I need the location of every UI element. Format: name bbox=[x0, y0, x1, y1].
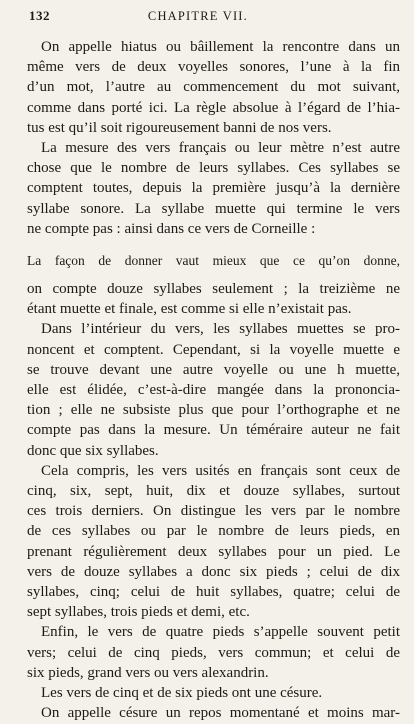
body-text bbox=[27, 37, 400, 724]
text-line: On appelle hiatus ou bâillement la rencontre dans un bbox=[41, 39, 400, 55]
text-line: vers; celui de cinq pieds, vers commun; et celui de bbox=[27, 644, 400, 661]
text-line: vers de douze syllabes a donc six pieds ; celui de dix bbox=[27, 563, 400, 580]
text-line: elle est élidée, c’est-à-dire mangée dans la prononcia- bbox=[27, 382, 400, 399]
text-line: syllabe sonore. La syllabe muette qui termine le vers bbox=[27, 200, 400, 217]
text-line: donc que six syllabes. bbox=[27, 442, 159, 459]
text-line: six pieds, grand vers ou vers alexandrin. bbox=[27, 664, 269, 681]
paragraph-cesure bbox=[27, 683, 400, 703]
paragraph-cesure-def bbox=[27, 703, 400, 723]
paragraph-vers-usites bbox=[27, 461, 400, 623]
text-line: Enfin, le vers de quatre pieds s’appelle souvent petit bbox=[41, 624, 400, 641]
text-line: La mesure des vers français ou leur mètre n’est autre bbox=[41, 140, 400, 157]
text-line: sept syllabes, trois pieds et demi, etc. bbox=[27, 604, 250, 621]
text-line: On appelle césure un repos momentané et moins mar- bbox=[41, 705, 400, 722]
text-line: ces trois derniers. On distingue les vers par le nombre bbox=[27, 503, 400, 520]
text-line: ne compte pas : ainsi dans ce vers de Corneille : bbox=[27, 220, 316, 237]
text-line: compte pas dans la mesure. Un téméraire auteur ne fait bbox=[27, 422, 400, 439]
paragraph-hiatus bbox=[27, 37, 400, 138]
paragraph-interieur bbox=[27, 319, 400, 460]
text-line: noncent et comptent. Cependant, si la voyelle muette e bbox=[27, 341, 400, 358]
text-line: syllabes, cinq; celui de huit syllabes, quatre; celui de bbox=[27, 584, 400, 601]
paragraph-mesure bbox=[27, 138, 400, 239]
text-line: on compte douze syllabes seulement ; la treizième ne bbox=[27, 281, 400, 298]
text-line: étant muette et finale, est comme si elle n’existait pas. bbox=[27, 301, 352, 318]
text-line: même vers de deux voyelles sonores, l’une à la fin bbox=[27, 59, 400, 76]
text-line: comptent toutes, depuis la première jusqu’à la dernière bbox=[27, 180, 400, 197]
text-line: comme dans porté ici. La règle absolue à l’égard de l’hia- bbox=[27, 99, 400, 116]
text-line: prenant régulièrement deux syllabes pour un pied. Le bbox=[27, 543, 400, 560]
text-line: Cela compris, les vers usités en français sont ceux de bbox=[41, 462, 400, 479]
paragraph-petit-vers bbox=[27, 622, 400, 683]
text-line: Dans l’intérieur du vers, les syllabes muettes se pro- bbox=[41, 321, 400, 338]
text-line: tus est qu’il soit rigoureusement banni de nos vers. bbox=[27, 119, 332, 136]
text-line: tion ; elle ne subsiste plus que pour l’orthographe et ne bbox=[27, 402, 400, 419]
quoted-verse: La façon de donner vaut mieux que ce qu’on donne, bbox=[27, 253, 400, 269]
text-line: d’un mot, l’autre au commencement du mot suivant, bbox=[27, 79, 400, 96]
text-line: chose que le nombre de leurs syllabes. Ces syllabes se bbox=[27, 160, 400, 177]
text-line: cinq, six, sept, huit, dix et douze syllabes, surtout bbox=[27, 483, 400, 500]
text-line: Les vers de cinq et de six pieds ont une césure. bbox=[41, 685, 323, 702]
paragraph-treizieme bbox=[27, 279, 400, 319]
text-line: se trouve devant une autre voyelle ou une h muette, bbox=[27, 361, 400, 378]
page-header bbox=[27, 8, 400, 26]
chapter-title: CHAPITRE VII. bbox=[147, 9, 248, 23]
page-number: 132 bbox=[29, 8, 50, 23]
text-line: de ces syllabes ou par le nombre de leurs pieds, en bbox=[27, 523, 400, 540]
